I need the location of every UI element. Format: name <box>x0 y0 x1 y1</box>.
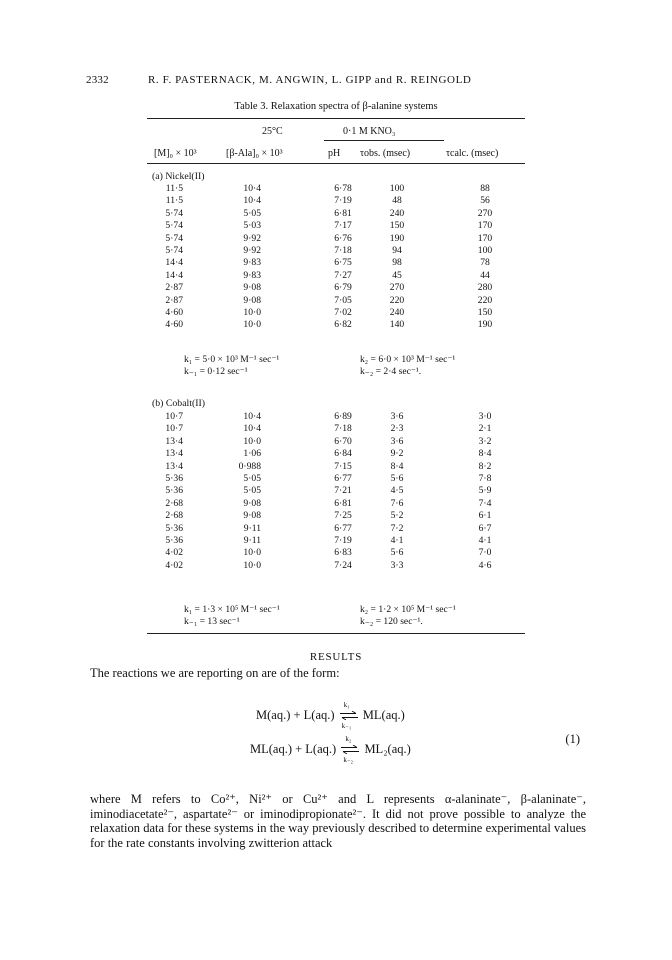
table-cell: 7·25 <box>334 510 352 522</box>
table-cell: 9·08 <box>243 510 261 522</box>
table-cell: 7·8 <box>478 473 492 484</box>
table-cell: 6·79 <box>334 282 352 294</box>
table-cell: 9·08 <box>243 294 261 306</box>
table-cell: 98 <box>392 257 402 269</box>
table-cell: 2·1 <box>478 423 492 435</box>
table-cell: 9·83 <box>243 269 261 281</box>
table-cell: 3·6 <box>390 411 404 422</box>
table-cell: 5·74 <box>165 207 183 219</box>
table-cell: 4·5 <box>390 485 404 497</box>
table-cell: 5·2 <box>390 510 404 522</box>
equation-1 <box>256 701 405 731</box>
table-cell: 7·27 <box>334 269 352 281</box>
table-cell: 9·2 <box>390 448 404 460</box>
rate-constant-k1: k₁ = 5·0 × 10³ M⁻¹ sec⁻¹ <box>184 354 280 365</box>
table-condition-underline <box>324 140 444 141</box>
table-cell: 7·19 <box>334 195 352 207</box>
table-cell: 5·05 <box>243 485 261 497</box>
table-cell: 150 <box>389 220 405 232</box>
author-line: R. F. PASTERNACK, M. ANGWIN, L. GIPP and R. REINGOLD <box>148 74 472 86</box>
eq2-k-forward: k₂ <box>345 735 352 744</box>
table-cell: 3·3 <box>390 559 404 571</box>
table-cell: 78 <box>480 257 490 269</box>
table-cell: 170 <box>477 232 493 244</box>
table-cell: 14·4 <box>165 257 183 269</box>
table-cell: 6·78 <box>334 183 352 194</box>
table-cell: 3·2 <box>478 435 492 447</box>
table-cell: 6·77 <box>334 522 352 534</box>
table-cell: 2·87 <box>165 294 183 306</box>
col-header-ligand: [β-Ala]₀ × 10³ <box>226 148 283 159</box>
table-cell: 9·83 <box>243 257 261 269</box>
table-cell: 5·03 <box>243 220 261 232</box>
intro-paragraph: The reactions we are reporting on are of the form: <box>90 666 340 680</box>
table-cell: 48 <box>392 195 402 207</box>
section-label: (a) Nickel(II) <box>152 171 205 182</box>
table-cell: 13·4 <box>165 435 183 447</box>
table-cell: 100 <box>389 183 405 194</box>
table-cell: 7·18 <box>334 245 352 256</box>
table-cell: 44 <box>480 269 490 281</box>
table-cell: 190 <box>389 232 405 244</box>
table-condition-temp: 25°C <box>262 126 283 137</box>
table-cell: 5·05 <box>243 207 261 219</box>
section-label: (b) Cobalt(II) <box>152 398 206 409</box>
table-cell: 190 <box>477 319 493 331</box>
equation-2 <box>250 735 411 765</box>
col-header-tau-calc: τcalc. (msec) <box>446 148 499 159</box>
col-header-tau-obs: τobs. (msec) <box>360 148 411 159</box>
table-cell: 2·68 <box>165 510 183 522</box>
table-cell: 7·0 <box>478 547 492 559</box>
table-cell: 6·81 <box>334 207 352 219</box>
col-header-metal: [M]₀ × 10³ <box>154 148 197 159</box>
page-number: 2332 <box>86 74 109 86</box>
table-cell: 5·36 <box>165 473 183 484</box>
table-cell: 220 <box>389 294 405 306</box>
table-cell: 11·5 <box>165 195 183 207</box>
table-cell: 11·5 <box>165 183 183 194</box>
table-cell: 88 <box>480 183 490 194</box>
table-cell: 5·74 <box>165 245 183 256</box>
body-paragraph: where M refers to Co²⁺, Ni²⁺ or Cu²⁺ and L represents α-alaninate⁻, β-alaninate⁻, iminodiacetate²⁻, aspartate²⁻ or iminodipropionate²⁻. It did not prove possible to analyze the relaxation data for these systems in the way previously described to determine experimental values for the rate constants involving zwitterion attack <box>90 792 586 850</box>
table-cell: 5·74 <box>165 232 183 244</box>
table-cell: 6·7 <box>478 522 492 534</box>
table-cell: 7·05 <box>334 294 352 306</box>
table-cell: 5·9 <box>478 485 492 497</box>
table-cell: 14·4 <box>165 269 183 281</box>
eq2-k-reverse: k₋₂ <box>343 756 353 765</box>
table-cell: 4·1 <box>390 535 404 546</box>
table-cell: 7·19 <box>334 535 352 546</box>
table-cell: 6·81 <box>334 497 352 509</box>
table-cell: 100 <box>477 245 493 256</box>
table-cell: 3·6 <box>390 435 404 447</box>
table-cell: 240 <box>389 307 405 318</box>
rate-constant-k1: k₁ = 1·3 × 10⁵ M⁻¹ sec⁻¹ <box>184 604 280 615</box>
table-cell: 280 <box>477 282 493 294</box>
table-cell: 6·70 <box>334 435 352 447</box>
table-cell: 4·02 <box>165 559 183 571</box>
rate-constant-k-2: k₋₂ = 120 sec⁻¹. <box>360 616 423 627</box>
table-cell: 140 <box>389 319 405 331</box>
table-cell: 10·4 <box>243 411 261 422</box>
table-cell: 7·02 <box>334 307 352 318</box>
table-cell: 6·89 <box>334 411 352 422</box>
table-cell: 5·6 <box>390 547 404 559</box>
table-cell: 5·36 <box>165 485 183 497</box>
table-title: Table 3. Relaxation spectra of β-alanine systems <box>234 101 438 112</box>
table-cell: 7·17 <box>334 220 352 232</box>
table-cell: 10·4 <box>243 183 261 194</box>
table-cell: 150 <box>477 307 493 318</box>
table-cell: 6·76 <box>334 232 352 244</box>
rate-constant-k2: k₂ = 1·2 × 10⁵ M⁻¹ sec⁻¹ <box>360 604 456 615</box>
table-cell: 4·02 <box>165 547 183 559</box>
table-cell: 10·4 <box>243 195 261 207</box>
table-cell: 8·4 <box>478 448 492 460</box>
table-cell: 4·60 <box>165 307 183 318</box>
equation-number: (1) <box>565 732 580 746</box>
table-cell: 270 <box>477 207 493 219</box>
table-cell: 94 <box>392 245 402 256</box>
rate-constant-k-2: k₋₂ = 2·4 sec⁻¹. <box>360 366 422 377</box>
table-cell: 10·0 <box>243 319 261 331</box>
table-cell: 9·08 <box>243 282 261 294</box>
rate-constant-k-1: k₋₁ = 13 sec⁻¹ <box>184 616 240 627</box>
eq1-k-reverse: k₋₁ <box>341 722 352 731</box>
rate-constant-k-1: k₋₁ = 0·12 sec⁻¹ <box>184 366 248 377</box>
table-cell: 1·06 <box>243 448 261 460</box>
table-cell: 6·83 <box>334 547 352 559</box>
table-cell: 6·84 <box>334 448 352 460</box>
table-cell: 5·74 <box>165 220 183 232</box>
table-cell: 4·1 <box>478 535 492 546</box>
table-cell: 5·6 <box>390 473 404 484</box>
eq1-k-forward: k₁ <box>343 701 350 710</box>
table-cell: 270 <box>389 282 405 294</box>
table-cell: 7·2 <box>390 522 404 534</box>
table-cell: 7·4 <box>478 497 492 509</box>
table-cell: 10·4 <box>243 423 261 435</box>
table-cell: 8·4 <box>390 460 404 472</box>
table-cell: 220 <box>477 294 493 306</box>
table-cell: 7·21 <box>334 485 352 497</box>
table-cell: 7·18 <box>334 423 352 435</box>
equilibrium-arrow-icon <box>338 701 360 731</box>
col-header-ph: pH <box>328 148 341 159</box>
table-cell: 7·6 <box>390 497 404 509</box>
table-cell: 3·0 <box>478 411 492 422</box>
table-cell: 9·11 <box>243 535 261 546</box>
eq2-rhs: ML₂(aq.) <box>364 742 411 756</box>
eq1-rhs: ML(aq.) <box>362 708 405 722</box>
table-cell: 170 <box>477 220 493 232</box>
table-cell: 240 <box>389 207 405 219</box>
table-cell: 9·11 <box>243 522 261 534</box>
table-condition-medium: 0·1 M KNO₃ <box>343 126 396 137</box>
table-cell: 9·08 <box>243 497 261 509</box>
table-cell: 45 <box>392 269 402 281</box>
table-cell: 10·7 <box>165 423 183 435</box>
table-header-rule <box>147 163 525 164</box>
section-heading-results: RESULTS <box>309 651 363 663</box>
table-cell: 10·0 <box>243 559 261 571</box>
table-cell: 5·36 <box>165 535 183 546</box>
table-top-rule <box>147 118 525 119</box>
table-cell: 8·2 <box>478 460 492 472</box>
table-cell: 6·1 <box>478 510 492 522</box>
table-cell: 5·36 <box>165 522 183 534</box>
eq1-lhs: M(aq.) + L(aq.) <box>256 708 335 722</box>
table-cell: 4·6 <box>478 559 492 571</box>
eq2-lhs: ML(aq.) + L(aq.) <box>250 742 337 756</box>
table-cell: 7·24 <box>334 559 352 571</box>
rate-constant-k2: k₂ = 6·0 × 10³ M⁻¹ sec⁻¹ <box>360 354 456 365</box>
table-cell: 2·68 <box>165 497 183 509</box>
equilibrium-arrow-icon <box>339 735 361 765</box>
table-cell: 6·75 <box>334 257 352 269</box>
table-cell: 0·988 <box>238 460 261 472</box>
table-cell: 4·60 <box>165 319 183 331</box>
table-cell: 10·0 <box>243 547 261 559</box>
table-cell: 56 <box>480 195 490 207</box>
table-cell: 5·05 <box>243 473 261 484</box>
table-cell: 10·0 <box>243 435 261 447</box>
table-cell: 13·4 <box>165 448 183 460</box>
table-cell: 2·3 <box>390 423 404 435</box>
table-cell: 13·4 <box>165 460 183 472</box>
table-cell: 9·92 <box>243 245 261 256</box>
table-cell: 6·77 <box>334 473 352 484</box>
table-cell: 7·15 <box>334 460 352 472</box>
table-cell: 6·82 <box>334 319 352 331</box>
table-bottom-rule <box>147 633 525 634</box>
table-cell: 2·87 <box>165 282 183 294</box>
table-cell: 10·7 <box>165 411 183 422</box>
table-cell: 9·92 <box>243 232 261 244</box>
table-cell: 10·0 <box>243 307 261 318</box>
